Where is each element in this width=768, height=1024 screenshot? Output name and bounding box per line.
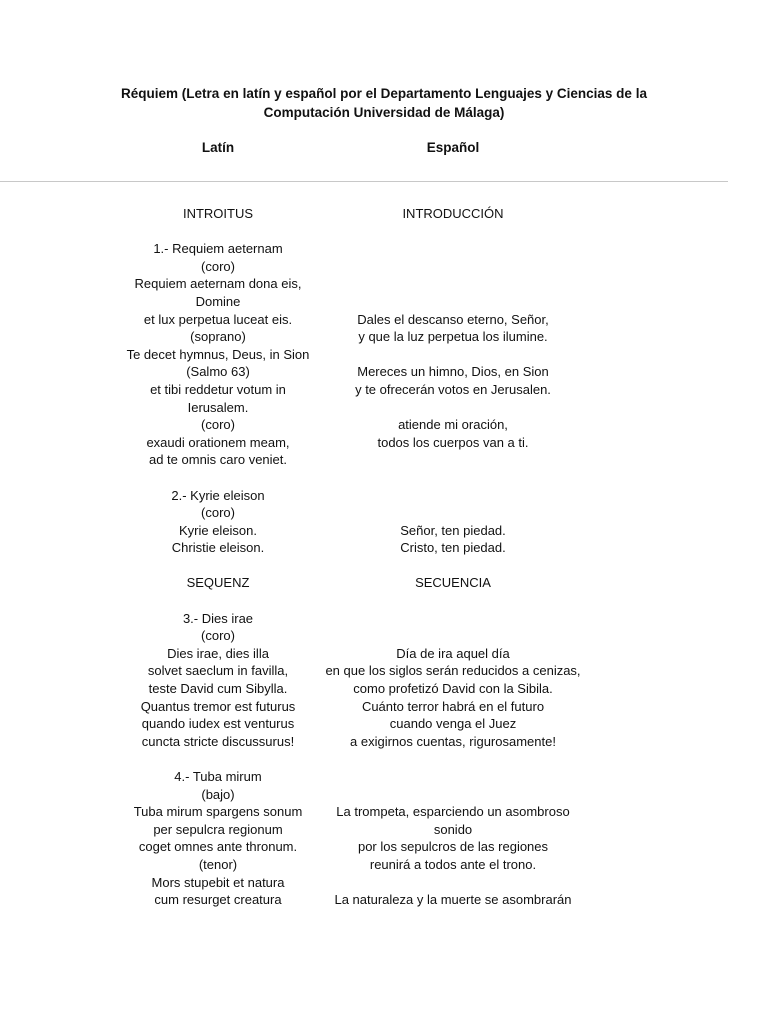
spanish-line <box>318 768 588 786</box>
spanish-column-header: Español <box>426 140 480 155</box>
latin-line: cum resurget creatura <box>154 892 282 908</box>
latin-line: 2.- Kyrie eleison <box>171 487 265 503</box>
spanish-line: Mereces un himno, Dios, en Sion <box>357 364 549 380</box>
latin-line: ad te omnis caro veniet. <box>148 452 288 468</box>
spanish-line <box>318 275 588 293</box>
latin-line <box>118 469 318 487</box>
latin-line: et lux perpetua luceat eis. <box>143 311 293 327</box>
spanish-line <box>318 557 588 575</box>
document-title: Réquiem (Letra en latín y español por el Departamento Lenguajes y Ciencias de la Computación Universidad de Málaga) <box>121 86 647 120</box>
spanish-line: Día de ira aquel día <box>396 645 510 661</box>
spanish-line: sonido <box>433 821 473 837</box>
latin-line: Kyrie eleison. <box>178 522 258 538</box>
latin-column-header: Latín <box>201 140 235 155</box>
latin-line <box>118 223 318 241</box>
spanish-lyrics-column <box>318 205 588 909</box>
latin-line: (coro) <box>201 628 235 644</box>
spanish-line: reunirá a todos ante el trono. <box>369 856 537 872</box>
spanish-line <box>318 487 588 505</box>
spanish-line <box>318 786 588 804</box>
spanish-line: SECUENCIA <box>415 575 491 591</box>
latin-line: Tuba mirum spargens sonum <box>133 804 303 820</box>
latin-line: solvet saeclum in favilla, <box>147 663 289 679</box>
latin-line: SEQUENZ <box>186 575 250 591</box>
latin-line: (coro) <box>201 417 235 433</box>
latin-line: 3.- Dies irae <box>182 610 254 626</box>
latin-line: cuncta stricte discussurus! <box>141 733 295 749</box>
spanish-line: cuando venga el Juez <box>389 716 517 732</box>
spanish-line: Cristo, ten piedad. <box>400 540 506 556</box>
spanish-line <box>318 504 588 522</box>
spanish-line <box>318 874 588 892</box>
latin-lyrics-column <box>118 205 318 909</box>
latin-line: Ierusalem. <box>187 399 249 415</box>
spanish-line: y te ofrecerán votos en Jerusalen. <box>355 381 551 397</box>
spanish-line <box>318 240 588 258</box>
latin-line: (coro) <box>201 505 235 521</box>
spanish-line: INTRODUCCIÓN <box>402 206 504 221</box>
latin-line: Te decet hymnus, Deus, in Sion <box>126 346 310 362</box>
spanish-line: por los sepulcros de las regiones <box>357 839 549 855</box>
latin-line: (coro) <box>201 258 235 274</box>
latin-line: (soprano) <box>190 329 246 345</box>
latin-line: (tenor) <box>198 856 238 872</box>
spanish-line: Dales el descanso eterno, Señor, <box>357 311 549 327</box>
latin-line <box>118 750 318 768</box>
spanish-line <box>318 627 588 645</box>
spanish-line <box>318 399 588 417</box>
header-divider <box>0 181 728 182</box>
latin-line: Domine <box>195 293 241 309</box>
latin-line: Quantus tremor est futurus <box>140 698 296 714</box>
latin-line: et tibi reddetur votum in <box>150 381 286 397</box>
latin-line <box>118 592 318 610</box>
spanish-line: La naturaleza y la muerte se asombrarán <box>334 892 572 908</box>
latin-line: coget omnes ante thronum. <box>138 839 298 855</box>
latin-line: per sepulcra regionum <box>153 821 283 837</box>
spanish-line <box>318 592 588 610</box>
latin-line: (bajo) <box>201 786 235 802</box>
spanish-line <box>318 750 588 768</box>
latin-line: (Salmo 63) <box>186 364 250 380</box>
latin-line: Requiem aeternam dona eis, <box>134 276 302 292</box>
latin-line: teste David cum Sibylla. <box>148 681 288 697</box>
spanish-line: La trompeta, esparciendo un asombroso <box>336 804 570 820</box>
spanish-line: en que los siglos serán reducidos a cenizas, <box>325 663 581 679</box>
spanish-line <box>318 469 588 487</box>
spanish-line: como profetizó David con la Sibila. <box>353 681 553 697</box>
latin-line: 4.- Tuba mirum <box>174 769 262 784</box>
latin-line: quando iudex est venturus <box>141 716 295 732</box>
spanish-line: a exigirnos cuentas, rigurosamente! <box>350 733 556 749</box>
spanish-line <box>318 451 588 469</box>
spanish-line: y que la luz perpetua los ilumine. <box>358 329 548 345</box>
spanish-line: todos los cuerpos van a ti. <box>377 434 529 450</box>
latin-line: Christie eleison. <box>171 540 265 556</box>
latin-line: INTROITUS <box>182 206 254 221</box>
latin-line: exaudi orationem meam, <box>146 434 290 450</box>
latin-line <box>118 557 318 575</box>
spanish-line <box>318 258 588 276</box>
spanish-line: atiende mi oración, <box>398 417 508 433</box>
latin-line: Mors stupebit et natura <box>151 874 285 890</box>
spanish-line <box>318 293 588 311</box>
spanish-line <box>318 610 588 628</box>
spanish-line: Señor, ten piedad. <box>400 522 506 538</box>
spanish-line <box>318 346 588 364</box>
spanish-line <box>318 223 588 241</box>
latin-line: 1.- Requiem aeternam <box>153 241 283 257</box>
latin-line: Dies irae, dies illa <box>167 645 269 661</box>
spanish-line: Cuánto terror habrá en el futuro <box>361 698 545 714</box>
